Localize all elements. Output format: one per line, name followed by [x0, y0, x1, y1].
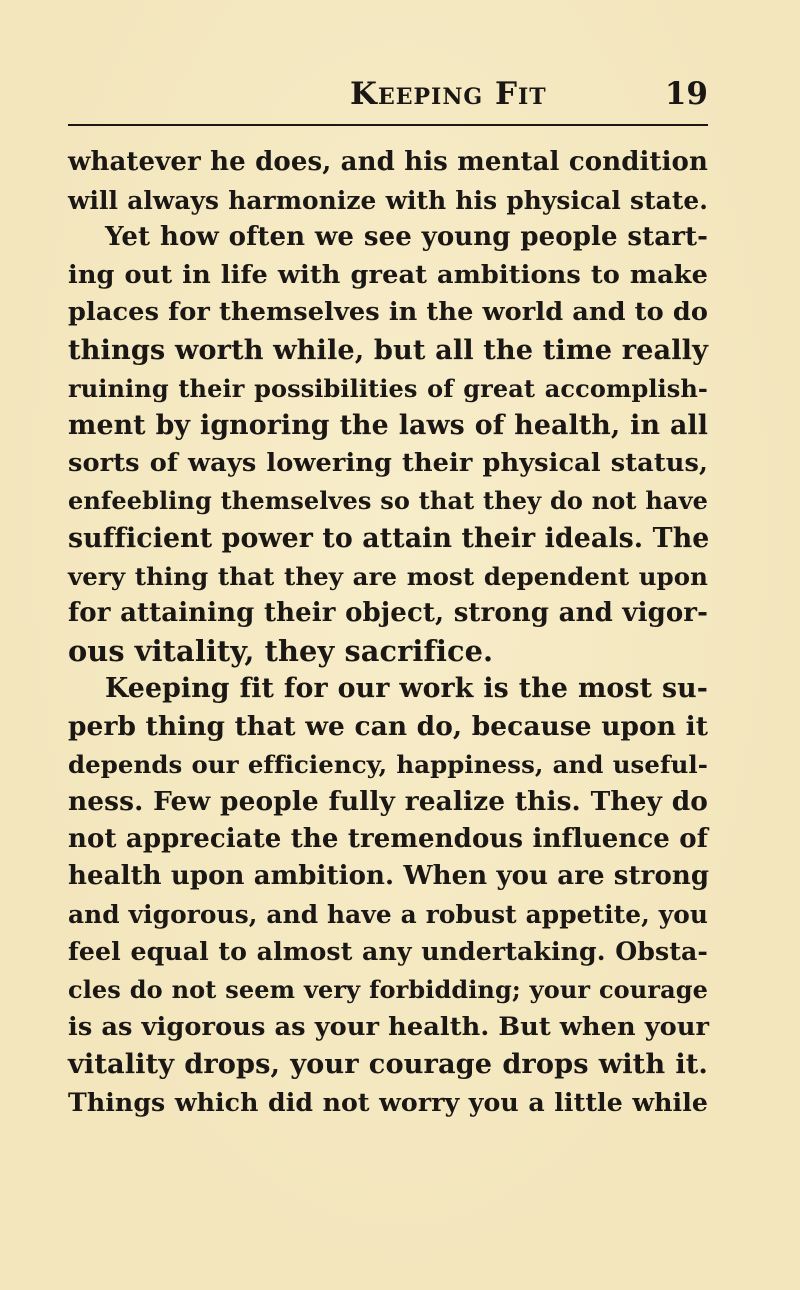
text-line: things worth while, but all the time really: [68, 333, 708, 366]
running-head: Keeping Fit: [350, 76, 547, 112]
text-line: perb thing that we can do, because upon it: [68, 710, 708, 742]
text-line: will always harmonize with his physical state.: [68, 185, 708, 215]
page-header: [68, 76, 708, 122]
text-line: for attaining their object, strong and vigor-: [68, 598, 708, 629]
text-line: ment by ignoring the laws of health, in all: [68, 410, 708, 442]
text-line: ruining their possibilities of great accomplish-: [68, 373, 708, 403]
text-line: depends our efficiency, happiness, and useful-: [68, 749, 708, 779]
text-line: ing out in life with great ambitions to make: [68, 259, 708, 290]
text-line: very thing that they are most dependent upon: [68, 561, 708, 591]
text-line: and vigorous, and have a robust appetite, you: [68, 899, 708, 929]
text-line: not appreciate the tremendous influence of: [68, 823, 708, 854]
text-line: enfeebling themselves so that they do not have: [68, 486, 708, 516]
text-line: whatever he does, and his mental condition: [68, 147, 708, 177]
text-line: sufficient power to attain their ideals. The: [68, 522, 710, 554]
text-line: cles do not seem very forbidding; your courage: [68, 975, 708, 1005]
text-line: sorts of ways lowering their physical status,: [68, 447, 708, 478]
text-line: is as vigorous as your health. But when your: [68, 1011, 710, 1042]
text-line: places for themselves in the world and to do: [68, 297, 708, 328]
text-line: ness. Few people fully realize this. They do: [68, 786, 708, 818]
body-text: [68, 144, 708, 1121]
text-line: vitality drops, your courage drops with it.: [68, 1048, 708, 1081]
header-rule: [68, 124, 708, 126]
text-line: Keeping fit for our work is the most su-: [105, 673, 708, 705]
text-line: Yet how often we see young people start-: [105, 222, 708, 253]
text-line: health upon ambition. When you are strong: [68, 861, 710, 892]
text-line: feel equal to almost any undertaking. Obsta-: [68, 936, 708, 967]
text-line: Things which did not worry you a little while: [68, 1086, 708, 1117]
text-line: ous vitality, they sacrifice.: [68, 633, 494, 668]
page-number: 19: [664, 76, 708, 112]
